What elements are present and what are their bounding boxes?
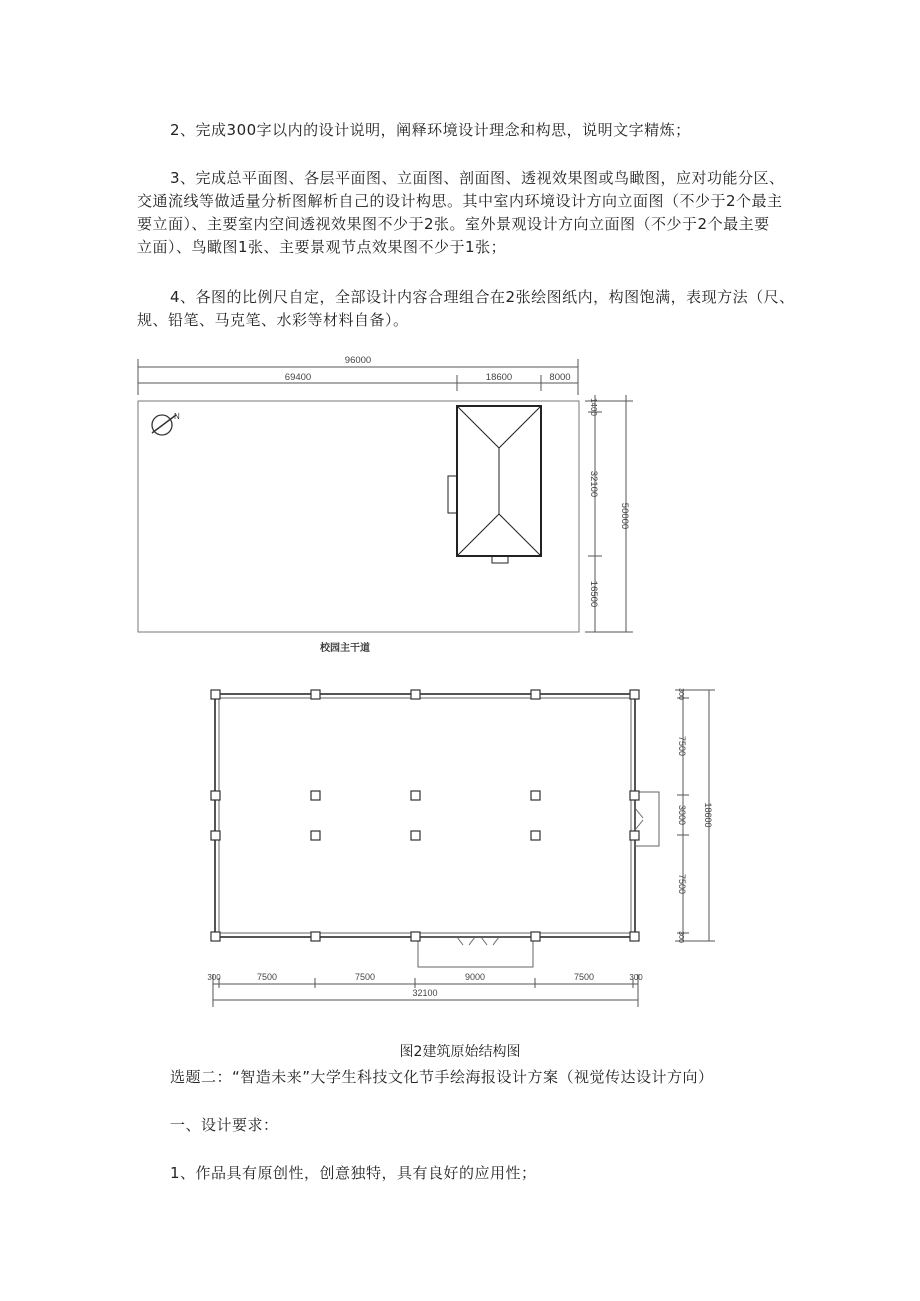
requirement-3-line-4: 立面）、鸟瞰图1张、主要景观节点效果图不少于1张；: [137, 238, 507, 256]
north-arrow-icon: [152, 412, 180, 435]
topic-2-title: 选题二：“智造未来”大学生科技文化节手绘海报设计方案（视觉传达设计方向）: [170, 1068, 714, 1086]
structure-plan-drawing: [205, 682, 720, 1017]
dim-bay-a: 300: [677, 688, 684, 700]
dim-width-a: 69400: [284, 372, 312, 383]
dim-bay-total: 18600: [703, 802, 713, 828]
dim-depth-c: 16500: [588, 580, 599, 608]
dim-depth-b: 32100: [588, 470, 599, 498]
dim-span-d: 9000: [464, 972, 486, 982]
figure-caption: 图2建筑原始结构图: [399, 1044, 521, 1060]
dim-total-width: 96000: [344, 355, 372, 366]
requirement-3: [137, 167, 797, 259]
dim-bay-c: 3000: [677, 804, 687, 826]
site-plan-drawing: [130, 345, 640, 660]
requirement-3-line-3: 要立面）、主要室内空间透视效果图不少于2张。室外景观设计方向立面图（不少于2个最主要: [137, 215, 770, 233]
requirement-4-line-1: 4、各图的比例尺自定，全部设计内容合理组合在2张绘图纸内，构图饱满，表现方法（尺、: [170, 288, 795, 306]
road-label: 校园主干道: [320, 643, 370, 654]
requirement-1: 1、作品具有原创性，创意独特，具有良好的应用性；: [170, 1164, 537, 1182]
requirement-4: [137, 286, 797, 332]
dim-span-b: 7500: [256, 972, 278, 982]
requirement-3-line-2: 交通流线等做适量分析图解析自己的设计构思。其中室内环境设计方向立面图（不少于2个最主: [137, 192, 783, 210]
dim-width-c: 8000: [549, 372, 571, 383]
dim-span-a: 300: [207, 973, 221, 982]
dim-width-b: 18600: [485, 372, 513, 383]
north-label: N: [174, 412, 180, 421]
dim-depth-a: 1400: [589, 398, 598, 416]
dim-span-c: 7500: [354, 972, 376, 982]
section-title: 一、设计要求：: [170, 1116, 279, 1134]
requirement-4-line-2: 规、铅笔、马克笔、水彩等材料自备）。: [137, 311, 409, 329]
dim-bay-e: 300: [677, 931, 684, 943]
dim-span-f: 300: [629, 973, 643, 982]
dim-depth-total: 50000: [619, 502, 630, 530]
dim-span-total: 32100: [412, 988, 438, 998]
dim-bay-b: 7500: [677, 735, 687, 757]
dim-span-e: 7500: [573, 972, 595, 982]
requirement-2: 2、完成300字以内的设计说明，阐释环境设计理念和构思，说明文字精炼；: [170, 121, 691, 139]
dim-bay-d: 7500: [677, 873, 687, 895]
requirement-3-line-1: 3、完成总平面图、各层平面图、立面图、剖面图、透视效果图或鸟瞰图，应对功能分区、: [170, 169, 785, 187]
